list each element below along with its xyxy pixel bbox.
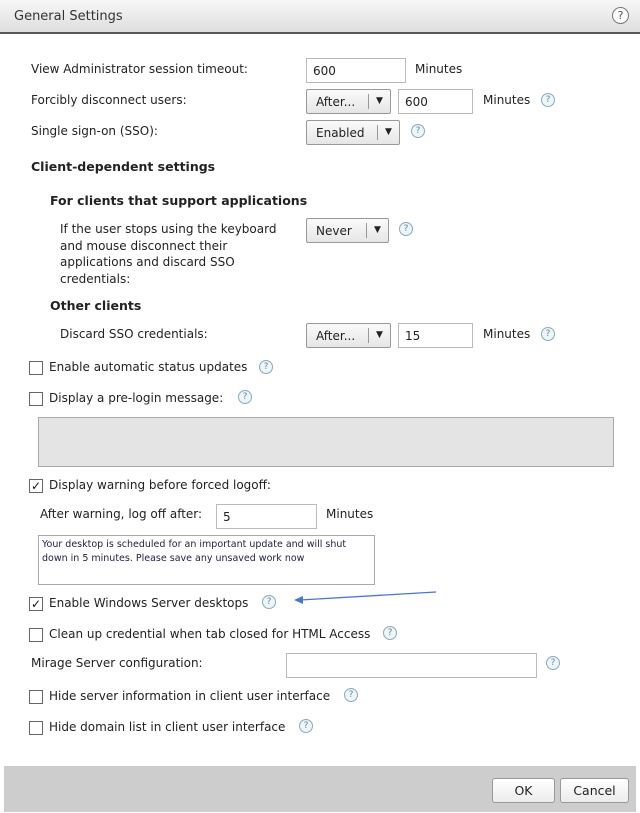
after-warning-input[interactable]: 5 — [216, 504, 317, 529]
force-disconnect-select[interactable] — [306, 89, 391, 114]
label-line: applications and discard SSO — [60, 255, 235, 269]
help-icon[interactable]: ? — [411, 124, 425, 138]
auto-status-checkbox[interactable] — [29, 361, 43, 375]
cleanup-checkbox[interactable] — [29, 628, 43, 642]
ok-button[interactable]: OK — [492, 778, 555, 803]
hide-domain-label: Hide domain list in client user interface — [49, 720, 286, 734]
dialog-title: General Settings — [14, 9, 123, 24]
after-warning-label: After warning, log off after: — [40, 507, 203, 521]
warning-message-textarea[interactable]: Your desktop is scheduled for an important update and will shut down in 5 minutes. Please save any unsaved work now — [38, 535, 375, 585]
help-icon[interactable]: ? — [541, 93, 555, 107]
force-disconnect-input[interactable]: 600 — [398, 89, 473, 114]
sso-label: Single sign-on (SSO): — [31, 124, 158, 138]
prelogin-label: Display a pre-login message: — [49, 391, 224, 405]
help-icon[interactable]: ? — [259, 360, 273, 374]
apps-disconnect-select[interactable] — [306, 218, 389, 243]
minutes-label: Minutes — [415, 62, 463, 76]
prelogin-message-textarea[interactable] — [38, 417, 614, 467]
cleanup-label: Clean up credential when tab closed for HTML Access — [49, 627, 371, 641]
select-value: After... — [316, 94, 356, 109]
mirage-input[interactable] — [286, 653, 537, 678]
select-value: After... — [316, 328, 356, 343]
chevron-down-icon: ▼ — [368, 94, 390, 109]
auto-status-label: Enable automatic status updates — [49, 360, 248, 374]
hide-domain-checkbox[interactable] — [29, 721, 43, 735]
help-icon[interactable]: ? — [383, 626, 397, 640]
discard-sso-select[interactable] — [306, 323, 391, 348]
session-timeout-input[interactable]: 600 — [306, 58, 406, 83]
chevron-down-icon: ▼ — [366, 223, 388, 238]
help-icon[interactable]: ? — [612, 7, 629, 24]
help-icon[interactable]: ? — [546, 656, 560, 670]
help-icon[interactable]: ? — [541, 327, 555, 341]
apps-heading: For clients that support applications — [50, 193, 308, 208]
warning-label: Display warning before forced logoff: — [49, 478, 271, 492]
apps-disconnect-label — [60, 221, 276, 287]
select-value: Enabled — [316, 125, 365, 140]
help-icon[interactable]: ? — [262, 595, 276, 609]
minutes-label: Minutes — [483, 327, 531, 341]
hide-server-label: Hide server information in client user interface — [49, 689, 331, 703]
help-icon[interactable]: ? — [344, 688, 358, 702]
label-line: credentials: — [60, 271, 131, 286]
label-line: If the user stops using the keyboard — [60, 222, 277, 236]
help-icon[interactable]: ? — [238, 390, 252, 404]
discard-sso-label: Discard SSO credentials: — [60, 327, 208, 341]
mirage-label: Mirage Server configuration: — [31, 656, 203, 670]
session-timeout-label: View Administrator session timeout: — [31, 62, 248, 76]
help-icon[interactable]: ? — [399, 222, 413, 236]
discard-sso-input[interactable]: 15 — [398, 323, 473, 348]
windows-server-checkbox[interactable]: ✓ — [30, 597, 42, 611]
force-disconnect-label: Forcibly disconnect users: — [31, 93, 187, 107]
cancel-button[interactable]: Cancel — [560, 778, 629, 803]
client-dependent-heading: Client-dependent settings — [31, 159, 216, 174]
windows-server-label: Enable Windows Server desktops — [49, 596, 249, 610]
select-value: Never — [316, 223, 352, 238]
chevron-down-icon: ▼ — [377, 125, 399, 140]
help-icon[interactable]: ? — [299, 719, 313, 733]
chevron-down-icon: ▼ — [368, 328, 390, 343]
annotation-arrow-icon — [290, 588, 440, 606]
warning-checkbox[interactable]: ✓ — [30, 479, 42, 493]
prelogin-checkbox[interactable] — [29, 392, 43, 406]
other-clients-heading: Other clients — [50, 298, 142, 313]
minutes-label: Minutes — [483, 93, 531, 107]
minutes-label: Minutes — [326, 507, 374, 521]
label-line: and mouse disconnect their — [60, 238, 228, 253]
hide-server-checkbox[interactable] — [29, 690, 43, 704]
sso-select[interactable] — [306, 120, 400, 145]
